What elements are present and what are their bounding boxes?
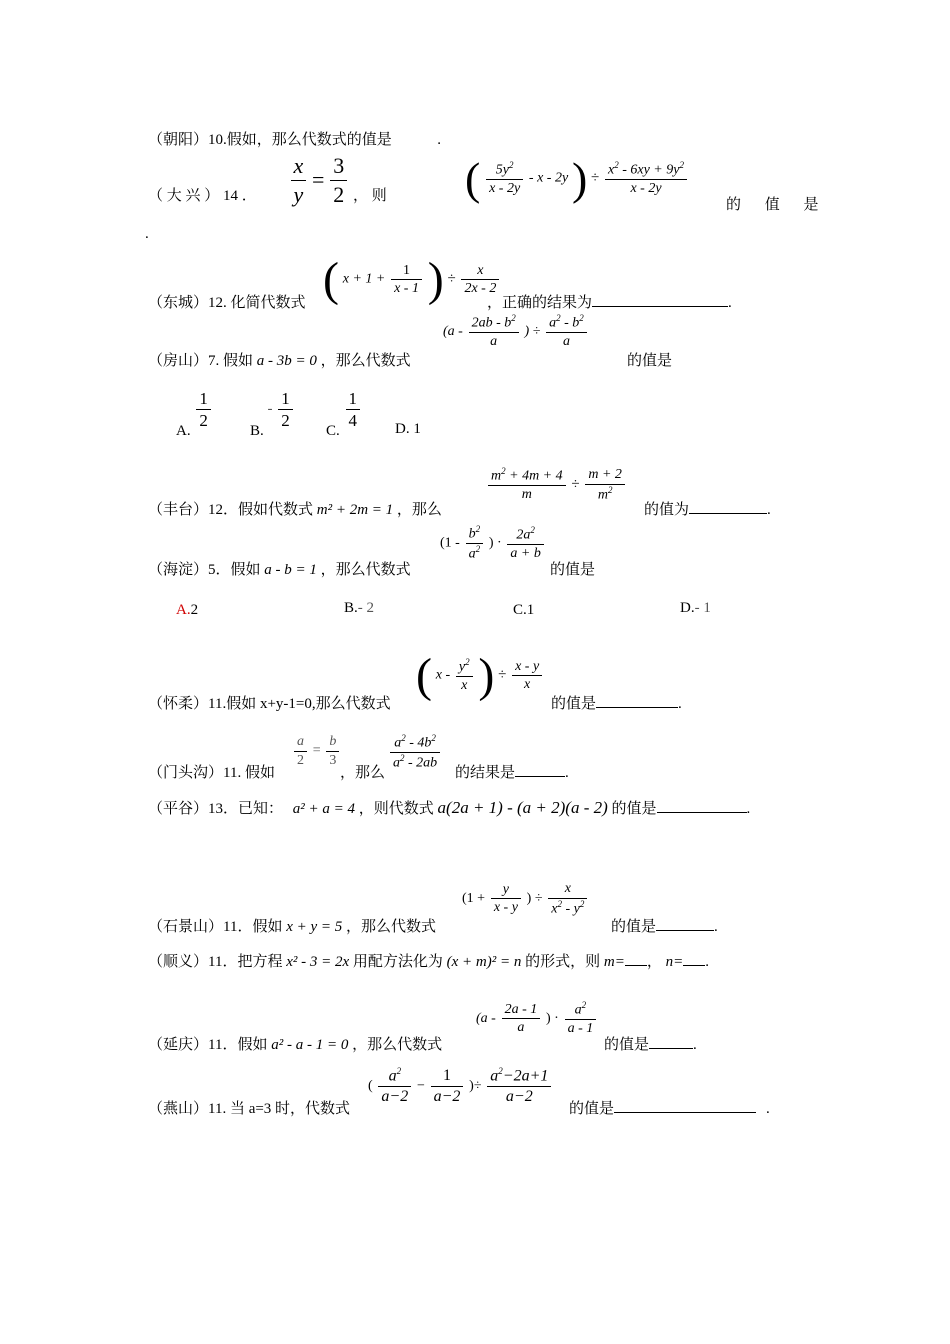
question-end: . — [437, 132, 442, 148]
option-c[interactable]: C.1 — [513, 602, 535, 618]
question-daxing: （ 大 兴 ） 14 ． $\frac{x}{y}$ = $\frac{3}{2}$ ， 则 — [148, 153, 387, 207]
mentougou-expression: $\frac{a^2 - 4b^2}{a^2 - 2ab}$ — [388, 733, 442, 772]
shijingshan-expression: (1 + $\frac{y}{x - y}$ ) ÷ $\frac{x}{x^2 - y^2}$ — [462, 880, 589, 918]
shijingshan-tail: 的值是 . — [611, 915, 718, 936]
haidian-expression: (1 - $\frac{b^2}{a^2}$ ) · $\frac{2a^2}{a + b}$ — [440, 524, 546, 563]
option-a[interactable]: A. $\frac{1}{2}$ — [176, 388, 213, 440]
huairou-tail: 的值是 . — [551, 692, 682, 713]
given-fraction: $\frac{x}{y}$ — [291, 152, 307, 208]
yanshan-tail: 的值是 . — [569, 1097, 770, 1118]
option-b[interactable]: B. - $\frac{1}{2}$ — [250, 388, 295, 440]
question-haidian: （海淀）5．假如 a - b = 1 ，那么代数式 — [148, 562, 411, 578]
fangshan-expression: (a - $\frac{2ab - b^2}{a}$ ) ÷ $\frac{a^2 - b^2}{a}$ — [443, 313, 589, 351]
answer-blank[interactable] — [515, 762, 565, 777]
question-fengtai: （丰台）12．假如代数式 m² + 2m = 1 ，那么 — [148, 502, 442, 518]
haidian-tail: 的值是 — [550, 562, 596, 578]
question-huairou: （怀柔）11.假如 x+y-1=0,那么代数式 — [148, 696, 391, 712]
answer-blank[interactable] — [656, 916, 714, 931]
yanshan-expression: ( $\frac{a^2}{a-2}$ − $\frac{1}{a-2}$ )÷ $\frac{a^2-2a+1}{a-2}$ — [368, 1066, 553, 1107]
given-rhs-fraction: $\frac{3}{2}$ — [330, 152, 347, 208]
question-mentougou: （门头沟）11. 假如 — [148, 765, 275, 781]
huairou-expression: ( x - $\frac{y^2}{x}$ ) ÷ $\frac{x - y}{x}$ — [416, 648, 544, 703]
answer-blank[interactable] — [649, 1034, 693, 1049]
option-c[interactable]: C. $\frac{1}{4}$ — [326, 388, 362, 440]
option-d[interactable]: D. 1 — [395, 421, 421, 437]
fangshan-tail: 的值是 — [627, 353, 673, 369]
question-pinggu: （平谷）13．已知： a² + a = 4 ，则代数式 a(2a + 1) - (a + 2)(a - 2) 的值是 . — [148, 798, 751, 817]
option-d[interactable]: D.- 1 — [680, 600, 711, 616]
question-label: （朝阳）10.假如，那么代数式的值是 — [148, 132, 392, 148]
answer-blank[interactable] — [689, 499, 767, 514]
option-b[interactable]: B.- 2 — [344, 600, 375, 616]
pinggu-expression: a(2a + 1) - (a + 2)(a - 2) — [437, 798, 608, 817]
dongcheng-expression: ( x + 1 + $\frac{1}{x - 1}$ ) ÷ $\frac{x}{2x - 2}$ — [323, 252, 501, 307]
question-yanshan: （燕山）11. 当 a=3 时，代数式 — [148, 1101, 351, 1117]
mentougou-tail: 的结果是 . — [455, 761, 569, 782]
n-blank[interactable] — [683, 951, 705, 966]
fengtai-tail: 的值为 . — [644, 498, 771, 519]
fengtai-expression: $\frac{m^2 + 4m + 4}{m}$ ÷ $\frac{m + 2}{m^2}$ — [486, 466, 627, 504]
question-chaoyang — [148, 128, 441, 149]
question-fangshan: （房山）7. 假如 a - 3b = 0 ，那么代数式 — [148, 353, 411, 369]
question-label: （ 大 兴 ） 14 ． — [148, 187, 257, 204]
m-blank[interactable] — [625, 951, 647, 966]
question-shunyi: （顺义）11．把方程 x² - 3 = 2x 用配方法化为 (x + m)² = n 的形式，则 m= ， n= . — [148, 950, 709, 971]
daxing-dot: . — [145, 226, 149, 242]
question-shijingshan: （石景山）11．假如 x + y = 5 ，那么代数式 — [148, 919, 437, 935]
daxing-expression: ( $\frac{5y^2}{x - 2y}$ - x - 2y ) ÷ $\frac{x^2 - 6xy + 9y^2}{x - 2y}$ — [465, 152, 689, 205]
answer-blank[interactable] — [657, 798, 747, 813]
yanqing-expression: (a - $\frac{2a - 1}{a}$ ) · $\frac{a^2}{a - 1}$ — [476, 1000, 598, 1038]
question-dongcheng: （东城）12. 化简代数式 ，正确的结果为 . — [148, 291, 732, 312]
mentougou-mid: ，那么 — [340, 765, 386, 781]
answer-blank[interactable] — [614, 1098, 756, 1113]
yanqing-tail: 的值是 . — [604, 1033, 697, 1054]
answer-blank[interactable] — [592, 292, 728, 307]
mentougou-condition: $\frac{a}{2}$ = $\frac{b}{3}$ — [292, 733, 341, 769]
option-a[interactable]: A.2 — [176, 602, 199, 618]
question-yanqing: （延庆）11．假如 a² - a - 1 = 0 ，那么代数式 — [148, 1037, 443, 1053]
answer-blank[interactable] — [596, 693, 678, 708]
daxing-tail: 的 值 是 — [726, 197, 829, 213]
